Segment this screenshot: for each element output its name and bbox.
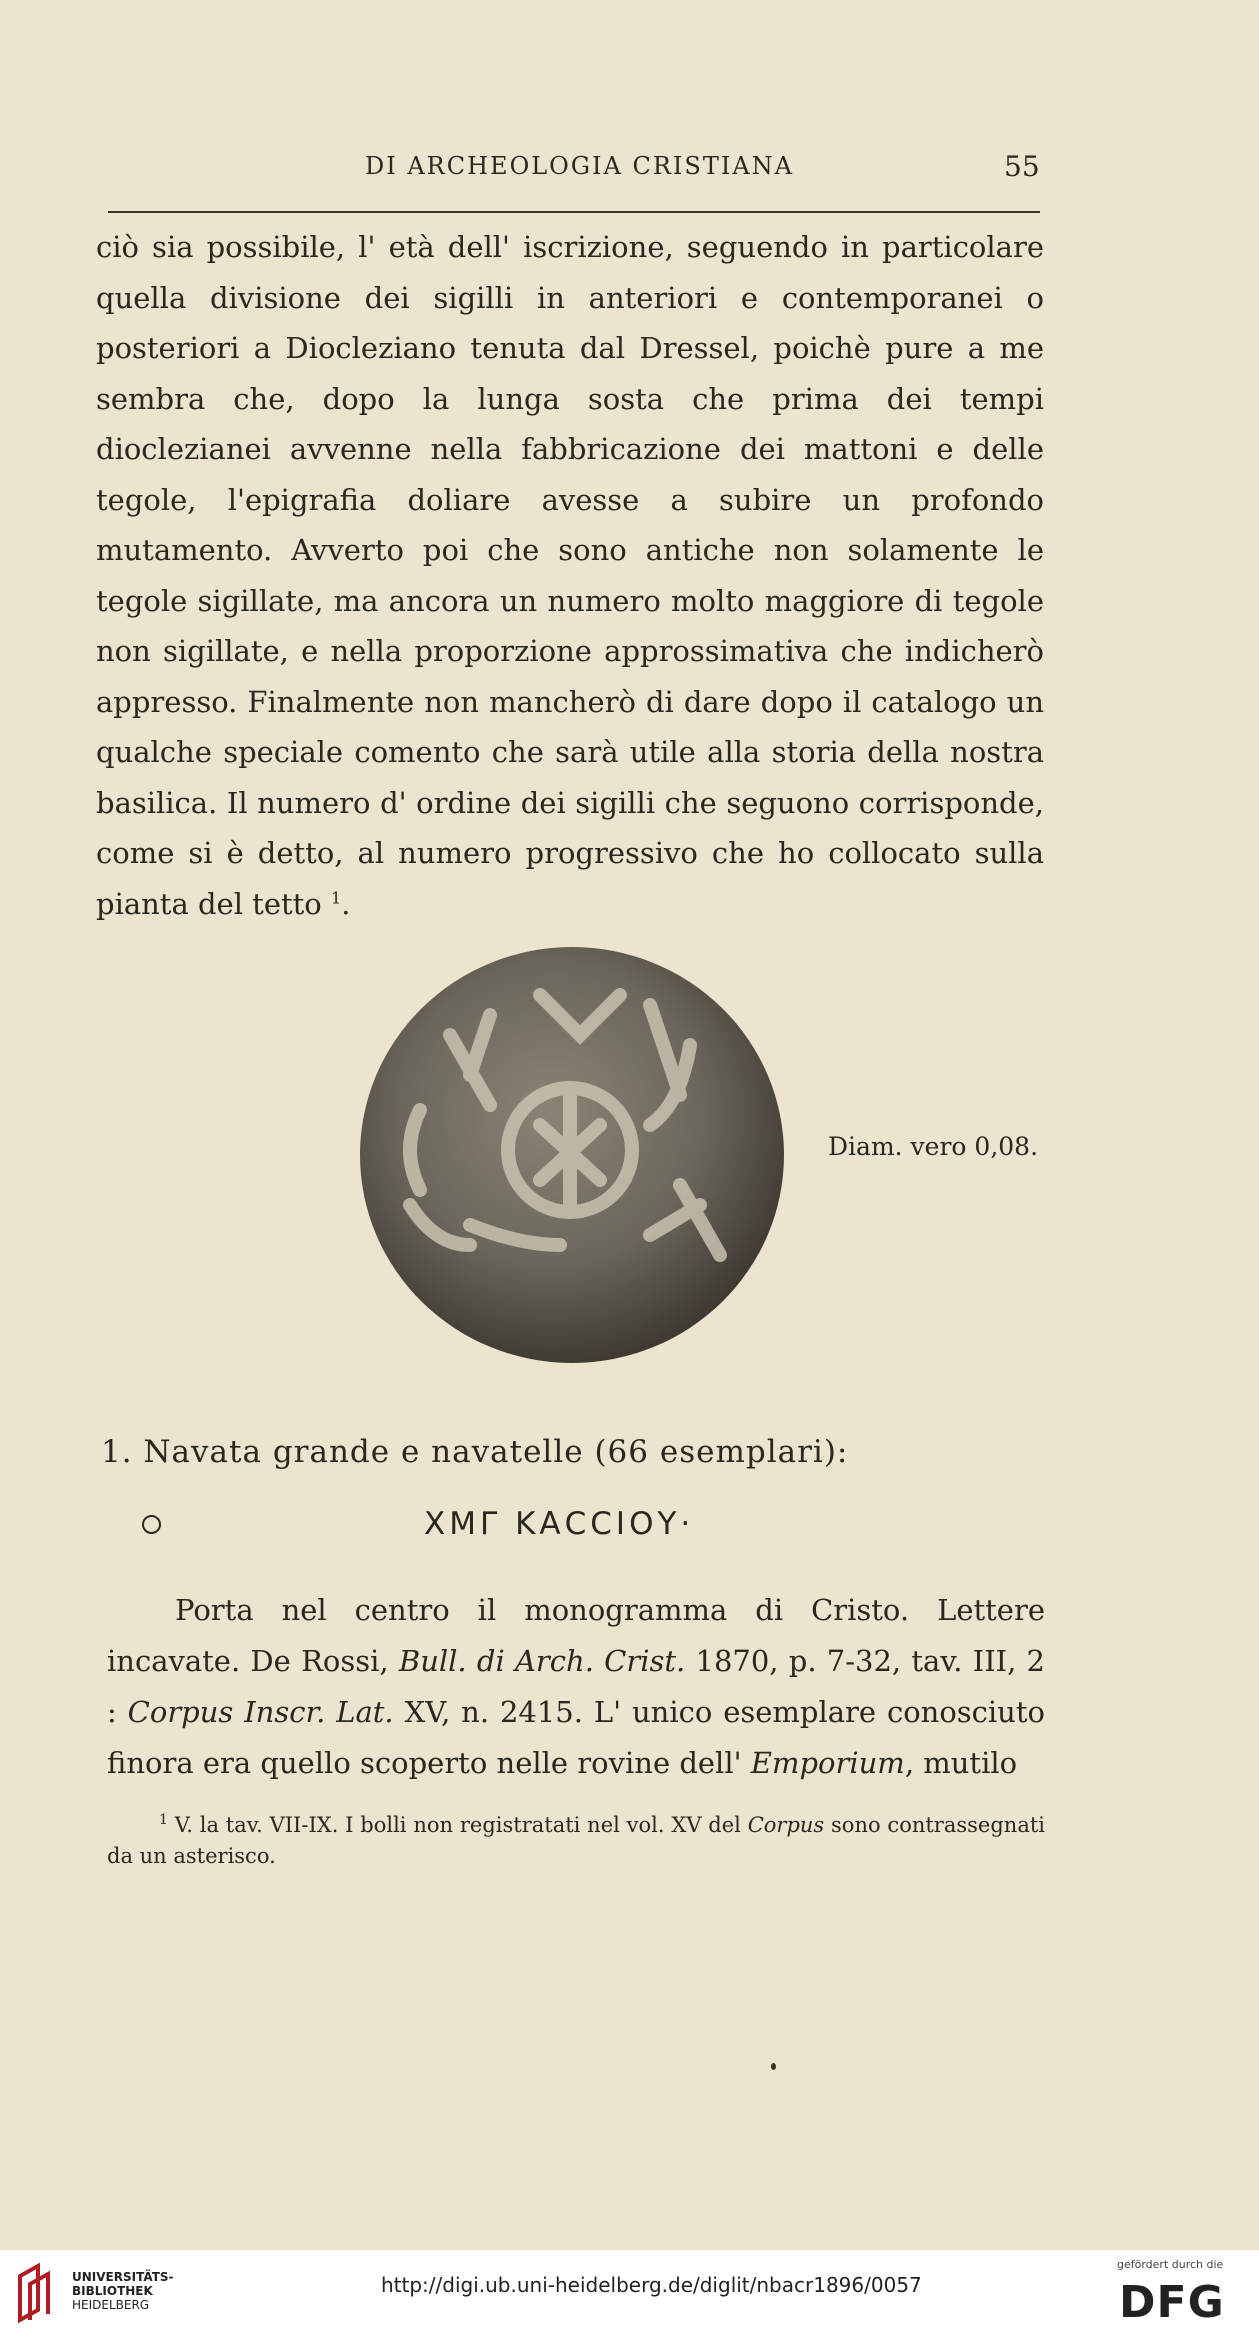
footnote-text: sono contrassegnati da un asterisco. (107, 1813, 1045, 1868)
header-rule (108, 211, 1040, 213)
footnote-citation: Corpus (747, 1813, 825, 1837)
commentary-citation: Corpus Inscr. Lat. (127, 1695, 394, 1729)
permalink-url[interactable]: http://digi.ub.uni-heidelberg.de/diglit/nbacr1896/0057 (381, 2273, 922, 2297)
viewer-footer (0, 2250, 1259, 2341)
footnote-number: 1 (159, 1812, 168, 1828)
running-head (0, 152, 1259, 192)
figure-caption: Diam. vero 0,08. (828, 1132, 1039, 1161)
footnote-reference: 1 (331, 887, 342, 907)
commentary-paragraph (107, 1585, 1045, 1789)
commentary-text: XV, n. 2415. L' unico esemplare conosciuto finora era quello scoperto nelle rovine dell' (107, 1695, 1045, 1780)
library-name-line: BIBLIOTHEK (72, 2284, 153, 2298)
footnote (107, 1810, 1045, 1872)
dfg-logo: DFG (1119, 2277, 1225, 2328)
brick-stamp-image (350, 935, 790, 1375)
funded-by-label: gefördert durch die (1117, 2258, 1224, 2271)
library-name-line: UNIVERSITÄTS- (72, 2270, 174, 2284)
commentary-citation: Bull. di Arch. Crist. (398, 1644, 686, 1678)
footnote-text: V. la tav. VII-IX. I bolli non registratati nel vol. XV del (167, 1813, 748, 1837)
library-name-line: HEIDELBERG (72, 2298, 150, 2312)
body-paragraph (96, 222, 1044, 929)
commentary-text: 1870, p. 7-32, tav. III, 2 : (107, 1644, 1046, 1729)
body-paragraph-text: ciò sia possibile, l' età dell' iscrizione, seguendo in particolare quella divisione dei sigilli in anteriori e contemporanei o posteriori a Diocleziano tenuta dal Dressel, poichè pure a me sembra che, dopo la lunga sosta che prima dei tempi dioclezianei avvenne nella fabbricazione dei mattoni e delle tegole, l'epigrafia doliare avesse a subire un profondo mutamento. Avverto poi che sono antiche non solamente le tegole sigillate, ma ancora un numero molto maggiore di tegole non sigillate, e nella proporzione approssimativa che indicherò appresso. Finalmente non mancherò di dare dopo il catalogo un qualche speciale comento che sarà utile alla storia della nostra basilica. Il numero d' ordine dei sigilli che seguono corrisponde, come si è detto, al numero progressivo che ho collocato sulla pianta del tetto (96, 230, 1044, 921)
catalog-entry-heading: 1. Navata grande e navatelle (66 esemplari): (101, 1434, 849, 1470)
stamp-inscription: ΧΜΓ ΚΑCCΙΟΥ· (424, 1506, 695, 1542)
library-logo-icon (12, 2262, 62, 2324)
page-number: 55 (1004, 150, 1040, 183)
commentary-text: , mutilo (904, 1746, 1018, 1780)
ink-spot (771, 2063, 776, 2070)
library-name (72, 2270, 174, 2312)
body-paragraph-end: . (341, 886, 351, 921)
circle-symbol-icon (142, 1515, 161, 1534)
commentary-citation: Emporium (750, 1746, 905, 1780)
running-title: DI ARCHEOLOGIA CRISTIANA (365, 152, 794, 180)
commentary-text: Porta nel centro il monogramma di Cristo. Lettere incavate. De Rossi, (107, 1593, 1045, 1678)
